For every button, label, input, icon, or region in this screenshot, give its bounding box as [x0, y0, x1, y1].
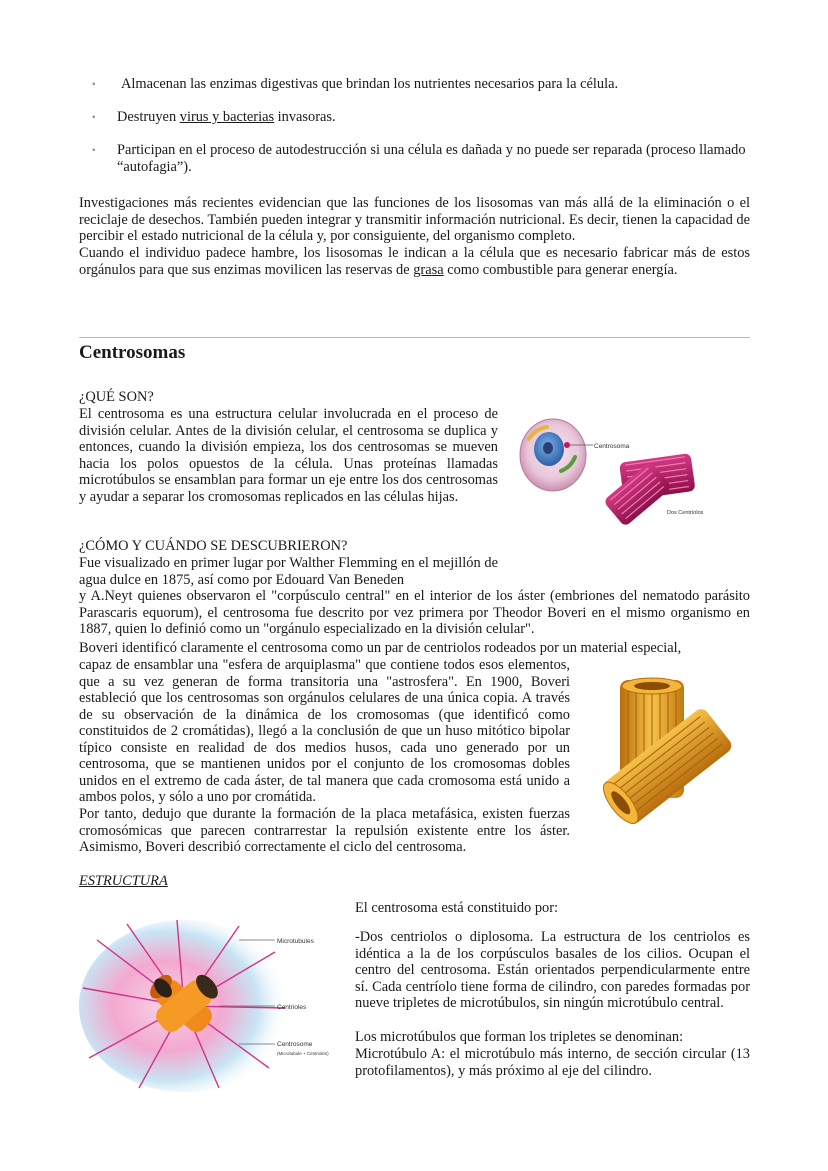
boveri-paragraph-first-line: Boveri identificó claramente el centrosoma como un par de centriolos rodeados por un material especial, [79, 640, 682, 656]
bullet-icon: ▪ [92, 79, 96, 90]
centrosome-diagram [79, 918, 339, 1093]
que-son-paragraph: El centrosoma es una estructura celular involucrada en el proceso de división celular. Antes de la división celular, el centrosoma se duplica y entonces, cuando la división empieza, los dos centrosomas se mueven hacia los polos opuestos de la célula. Unas proteínas llamadas microtúbulos se ensamblan para formar un eje entre los dos centrosomas y ayudar a separar los cromosomas replicados en las células hijas. [79, 406, 498, 505]
lisosomas-paragraph: Cuando el individuo padece hambre, los lisosomas le indican a la célula que es necesario fabricar más de estos orgánulos para que sus enzimas movilicen las reservas de grasa como combustible para generar energía. [79, 245, 750, 278]
bullet-icon: ▪ [92, 145, 96, 156]
list-item: ▪ Destruyen virus y bacterias invasoras. [92, 109, 336, 125]
label-dos-centriolos: Dos Centríolos [667, 510, 704, 516]
cell-centrosome-dot [564, 442, 570, 448]
cell-centrosome-figure [515, 415, 745, 545]
lisosomas-paragraph: Investigaciones más recientes evidencian que las funciones de los lisosomas van más allá de la eliminación o el reciclaje de desechos. También pueden integrar y transmitir información nutricional. Es decir, tienen la capacidad de percibir el estado nutricional de la célula y, por consiguiente, del organismo completo. [79, 195, 750, 245]
section-divider [79, 337, 750, 338]
boveri-paragraph: capaz de ensamblar una "esfera de arquiplasma" que contiene todos esos elementos, que a su vez generan de forma transitoria una "astrosfera". En 1900, Boveri estableció que los centrosomas son orgánulos celulares de una única copia. A través de su observación de la dinámica de los cromosomas (que identificó como constituidos de 2 cromátidas), llegó a la conclusión de que un huso mitótico bipolar típico consiste en realidad de dos medios husos, cada uno generado por un centrosoma, que se mantienen unidos por el conjunto de los cromosomas dobles unidos en el extremo de cada áster, de tal manera que cada cromosoma está unido a ambos polos, y sólo a uno por cromátida. [79, 657, 570, 805]
descubrieron-paragraph-narrow: Fue visualizado en primer lugar por Walther Flemming en el mejillón de agua dulce en 1875, así como por Edouard Van Beneden [79, 555, 498, 588]
cell-nucleolus [543, 442, 553, 454]
estructura-item-centriolos: -Dos centriolos o diplosoma. La estructura de los centriolos es idéntica a la de los corpúsculos basales de los cilios. Ocupan el centro del centrosoma. Están orientados perpendicularmente entre sí. Cada centríolo tiene forma de cilindro, con paredes formadas por nueve tripletes de microtúbulos, sin ningún microtúbulo central. [355, 929, 750, 1011]
estructura-microtubulo-a: Microtúbulo A: el microtúbulo más interno, de sección circular (13 protofilamentos), y más próximo al eje del cilindro. [355, 1046, 750, 1079]
subheading-descubrieron: ¿CÓMO Y CUÁNDO SE DESCUBRIERON? [79, 538, 348, 554]
subheading-que-son: ¿QUÉ SON? [79, 389, 154, 405]
section-title: Centrosomas [79, 342, 186, 363]
label-centrosome-sub: (Microtubule + Centrioles) [277, 1051, 329, 1056]
label-centrioles: Centrioles [277, 1004, 307, 1011]
lisosomas-function-list [92, 76, 752, 176]
link-grasa[interactable]: grasa [413, 261, 444, 278]
list-item: ▪ Almacenan las enzimas digestivas que brindan los nutrientes necesarios para la célula. [92, 76, 619, 92]
list-item: ▪ Participan en el proceso de autodestrucción si una célula es dañada y no puede ser reparada (proceso llamado “autofagia”). [92, 142, 746, 175]
label-microtubules: Microtubules [277, 938, 314, 945]
subheading-estructura: ESTRUCTURA [79, 873, 168, 889]
label-centrosoma: Centrosoma [594, 443, 630, 450]
estructura-intro: El centrosoma está constituido por: [355, 900, 559, 916]
descubrieron-paragraph-full: y A.Neyt quienes observaron el "corpúsculo central" en el interior de los áster (embriones del nematodo parásito Parascaris equorum), el centrosoma fue descrito por vez primera por Theodor Boveri en el mismo organismo en 1887, quien lo definió como un "orgánulo especializado en la división celular". [79, 588, 750, 637]
link-virus-bacterias[interactable]: virus y bacterias [179, 109, 275, 125]
por-tanto-paragraph: Por tanto, dedujo que durante la formación de la placa metafásica, existen fuerzas cromosómicas que parecen contrarrestar la repulsión existente entre los áster. Asimismo, Boveri describió correctamente el ciclo del centrosoma. [79, 806, 570, 855]
estructura-tripletes: Los microtúbulos que forman los tripletes se denominan: [355, 1029, 684, 1045]
golden-centriole-figure [590, 668, 740, 828]
label-centrosome: Centrosome [277, 1041, 313, 1048]
bullet-icon: ▪ [92, 112, 96, 123]
